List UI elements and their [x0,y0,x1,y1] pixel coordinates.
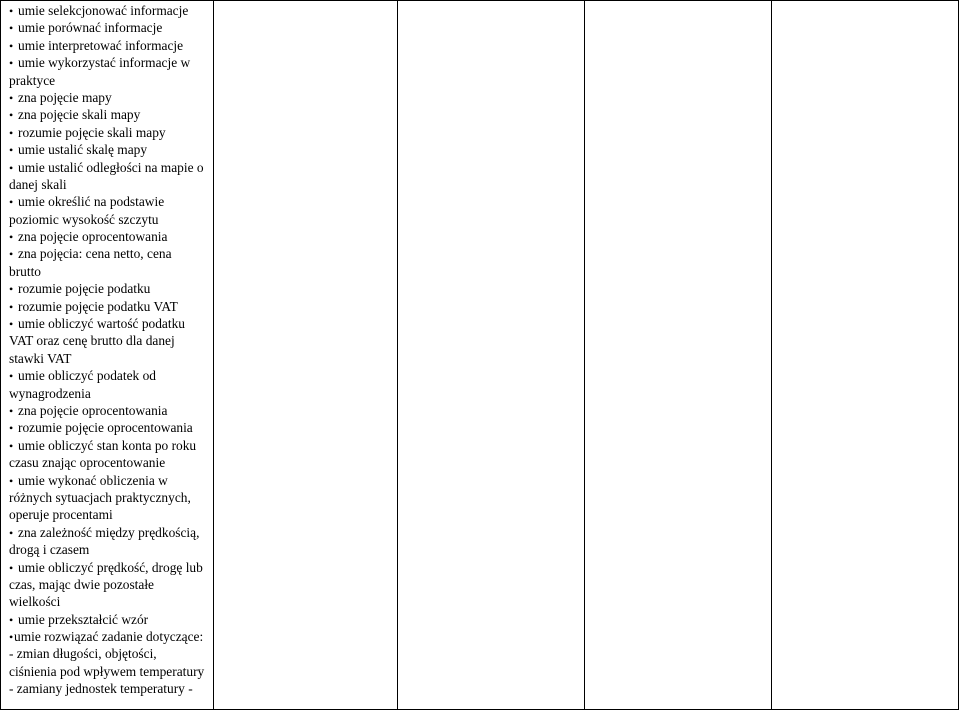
list-item-text: zna pojęcia: cena netto, cena [18,246,172,262]
bullet-icon: • [9,38,14,53]
list-item [9,680,213,697]
list-item [9,298,213,315]
list-item-text: umie ustalić skalę mapy [18,142,148,158]
list-item-text: umie wykorzystać informacje w [18,55,191,71]
list-item [9,437,213,454]
list-item-text: umie obliczyć podatek od [18,368,156,384]
list-item [9,228,213,245]
list-item [9,2,213,19]
bullet-icon: • [9,369,14,384]
list-item-text: czasu znając oprocentowanie [9,455,166,471]
bullet-icon: • [9,403,14,418]
list-item [9,54,213,71]
list-item-text: - zamiany jednostek temperatury - [9,681,193,697]
list-item [9,106,213,123]
list-item-text: poziomic wysokość szczytu [9,211,159,227]
skills-cell [1,1,214,710]
list-item-text: umie przekształcić wzór [18,611,149,627]
list-item-text: ciśnienia pod wpływem temperatury [9,663,205,679]
table-row [1,1,959,710]
bullet-icon: • [9,125,14,140]
list-item-text: danej skali [9,176,67,192]
list-item-text: - zmian długości, objętości, [9,646,157,662]
list-item-text: zna pojęcie mapy [18,89,112,105]
bullet-icon: • [9,230,14,245]
list-item-text: czas, mając dwie pozostałe [9,576,154,592]
list-item [9,472,213,489]
list-item [9,263,213,280]
list-item [9,193,213,210]
bullet-icon: • [9,4,14,18]
list-item-text: umie obliczyć wartość podatku [18,316,185,332]
list-item-text: różnych sytuacjach praktycznych, [9,489,191,505]
empty-cell-3 [398,1,585,710]
list-item [9,332,213,349]
bullet-icon: • [9,247,14,262]
list-item-text: drogą i czasem [9,542,90,558]
bullet-icon: • [9,612,14,627]
list-item [9,367,213,384]
list-item [9,645,213,662]
empty-cell-4 [585,1,772,710]
list-item [9,19,213,36]
list-item-text: umie interpretować informacje [18,37,184,53]
list-item [9,315,213,332]
bullet-icon: • [9,160,14,175]
list-item-text: rozumie pojęcie skali mapy [18,124,166,140]
list-item [9,628,213,645]
bullet-icon: • [9,421,14,436]
list-item [9,37,213,54]
list-item-text: rozumie pojęcie podatku [18,281,151,297]
list-item [9,489,213,506]
list-item-text: umie obliczyć stan konta po roku [18,437,197,453]
list-item-text: wynagrodzenia [9,385,91,401]
bullet-icon: • [9,299,14,314]
bullet-icon: • [9,473,14,488]
empty-cell-2 [214,1,398,710]
list-item [9,524,213,541]
bullet-icon: • [9,317,14,332]
list-item-text: operuje procentami [9,507,113,523]
list-item [9,124,213,141]
list-item [9,419,213,436]
list-item [9,576,213,593]
list-item-text: wielkości [9,594,61,610]
list-item-text: rozumie pojęcie oprocentowania [18,420,193,436]
list-item [9,141,213,158]
list-item [9,72,213,89]
bullet-icon: • [9,56,14,71]
list-item [9,280,213,297]
list-item [9,245,213,262]
list-item [9,506,213,523]
list-item-text: praktyce [9,72,56,88]
list-item [9,89,213,106]
list-item [9,159,213,176]
bullet-icon: • [9,525,14,540]
list-item [9,663,213,680]
bullet-icon: • [9,21,14,36]
list-item-text: umie określić na podstawie [18,194,165,210]
bullet-icon: • [9,195,14,210]
bullet-icon: • [9,143,14,158]
list-item [9,402,213,419]
list-item-text: stawki VAT [9,350,72,366]
bullet-icon: • [9,282,14,297]
list-item-text: brutto [9,263,41,279]
list-item [9,559,213,576]
list-item [9,350,213,367]
list-item [9,176,213,193]
bullet-icon: • [9,438,14,453]
list-item-text: umie obliczyć prędkość, drogę lub [18,559,203,575]
list-item-text: zna zależność między prędkością, [18,524,200,540]
skills-list [1,1,213,698]
bullet-icon: • [9,560,14,575]
list-item-text: umie porównać informacje [18,20,163,36]
list-item-text: rozumie pojęcie podatku VAT [18,298,178,314]
list-item [9,611,213,628]
list-item-text: VAT oraz cenę brutto dla danej [9,333,175,349]
bullet-icon: • [9,90,14,105]
list-item [9,211,213,228]
bullet-icon: • [9,630,14,645]
list-item [9,454,213,471]
list-item-text: zna pojęcie oprocentowania [18,402,168,418]
bullet-icon: • [9,108,14,123]
list-item [9,385,213,402]
list-item [9,593,213,610]
list-item-text: zna pojęcie oprocentowania [18,229,168,245]
list-item-text: umie rozwiązać zadanie dotyczące: [14,629,204,645]
list-item-text: zna pojęcie skali mapy [18,107,141,123]
list-item-text: umie selekcjonować informacje [18,3,189,18]
empty-cell-5 [772,1,959,710]
list-item [9,541,213,558]
list-item-text: umie wykonać obliczenia w [18,472,168,488]
list-item-text: umie ustalić odległości na mapie o [18,159,204,175]
